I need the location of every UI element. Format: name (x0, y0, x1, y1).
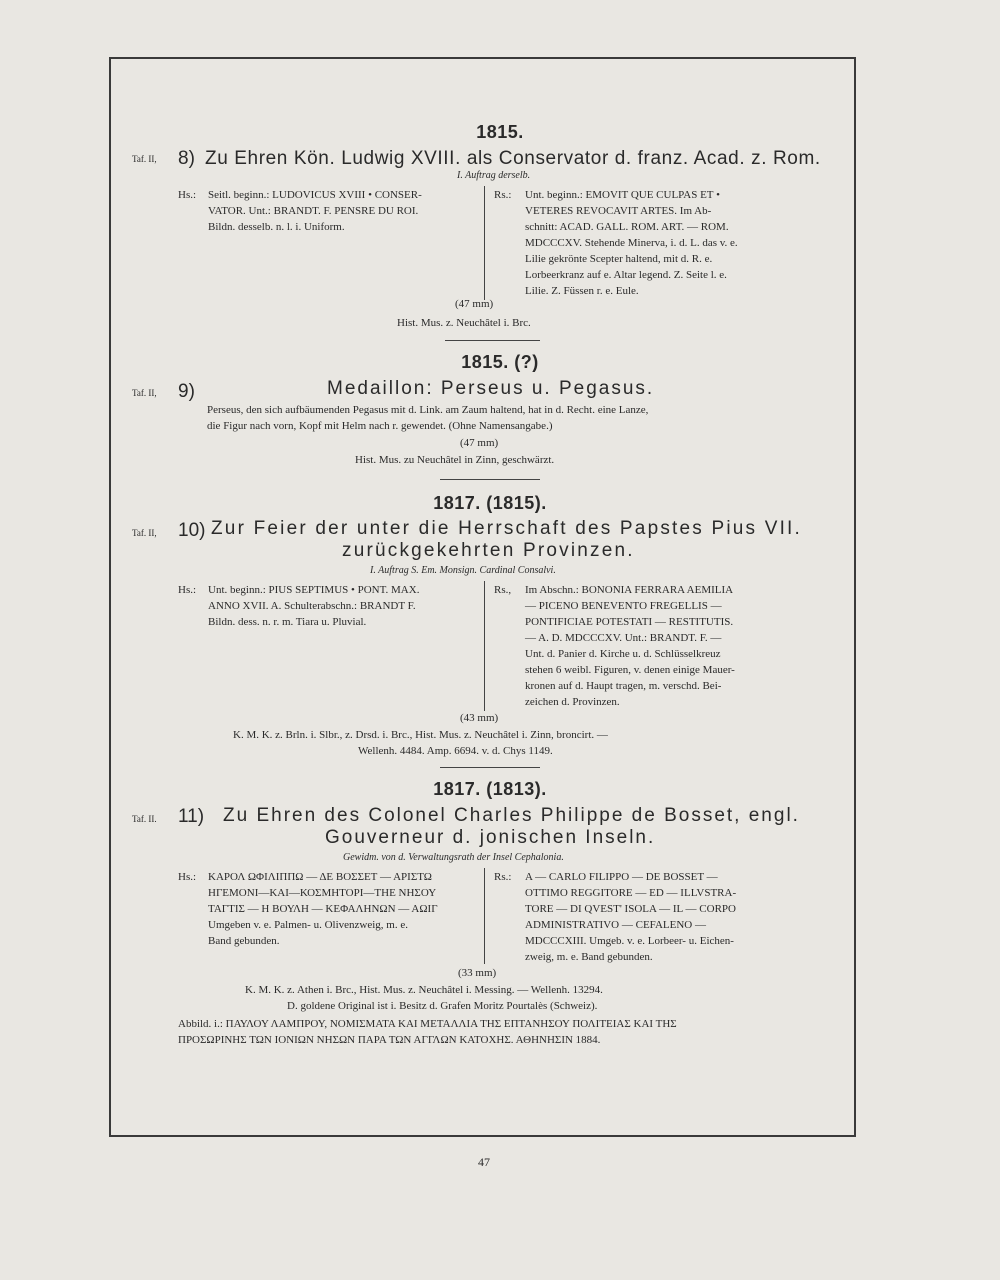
entry-11-title-line: Zu Ehren des Colonel Charles Philippe de Bosset, engl. (223, 805, 800, 826)
entry-8-taf: Taf. II, (132, 154, 157, 164)
entry-11-abbild-line: ΠΡΟΣΩΡΙΝΗΣ ΤΩΝ ΙΟΝΙΩΝ ΝΗΣΩΝ ΠΑΡΑ ΤΩΝ ΑΓΓΛΩΝ ΚΑΤΟΧΗΣ. ΑΘΗΝΗΣΙΝ 1884. (178, 1034, 601, 1046)
entry-10-year: 1817. (1815). (433, 493, 547, 513)
entry-11-rs-line: MDCCCXIII. Umgeb. v. e. Lorbeer- u. Eichen- (525, 935, 734, 947)
entry-8-rs-line: VETERES REVOCAVIT ARTES. Im Ab- (525, 205, 712, 217)
entry-10-hs-line: Unt. beginn.: PIUS SEPTIMUS • PONT. MAX. (208, 584, 420, 596)
entry-10-hs-label: Hs.: (178, 584, 197, 596)
entry-11-subtitle: Gewidm. von d. Verwaltungsrath der Insel Cephalonia. (343, 852, 564, 863)
entry-8-rs-line: schnitt: ACAD. GALL. ROM. ART. — ROM. (525, 221, 729, 233)
entry-10-hs-line: Bildn. dess. n. r. m. Tiara u. Pluvial. (208, 616, 367, 628)
entry-10-title-line: zurückgekehrten Provinzen. (342, 540, 635, 561)
entry-8-rs-line: MDCCCXV. Stehende Minerva, i. d. L. das v. e. (525, 237, 738, 249)
entry-11-year: 1817. (1813). (433, 779, 547, 799)
entry-8-rs-line: Lorbeerkranz auf e. Altar legend. Z. Seite l. e. (525, 269, 727, 281)
entry-11-size: (33 mm) (458, 967, 497, 979)
entry-10-rs-line: zeichen d. Provinzen. (525, 696, 620, 708)
entry-11-rs-line: TORE — DI QVEST' ISOLA — IL — CORPO (525, 903, 736, 915)
entry-9-size: (47 mm) (460, 437, 499, 449)
separator-rule (440, 767, 540, 768)
entry-9-desc-line: Perseus, den sich aufbäumenden Pegasus mit d. Link. am Zaum haltend, hat in d. Recht. eine Lanze, (207, 404, 649, 416)
entry-11-hs-line: ΗΓΕΜΟΝΙ—ΚΑΙ—ΚΟΣΜΗΤΟΡΙ—ΤΗΕ ΝΗΣΟΥ (208, 887, 437, 899)
entry-11-abbild-line: Abbild. i.: ΠΑΥΛΟΥ ΛΑΜΠΡΟΥ, ΝΟΜΙΣΜΑΤΑ ΚΑΙ ΜΕΤΑΛΛΙΑ ΤΗΣ ΕΠΤΑΝΗΣΟΥ ΠΟΛΙΤΕΙΑΣ ΚΑΙ ΤΗΣ (178, 1018, 677, 1030)
entry-11-note: D. goldene Original ist i. Besitz d. Grafen Moritz Pourtalès (Schweiz). (287, 1000, 598, 1012)
entry-8-hs-line: Bildn. desselb. n. l. i. Uniform. (208, 221, 345, 233)
entry-10-note: K. M. K. z. Brln. i. Slbr., z. Drsd. i. Brc., Hist. Mus. z. Neuchâtel i. Zinn, broncirt. — (233, 729, 608, 741)
entry-9-year: 1815. (?) (461, 352, 539, 372)
entry-10-rs-line: kronen auf d. Haupt tragen, m. verschd. Bei- (525, 680, 722, 692)
entry-8-hs-label: Hs.: (178, 189, 197, 201)
entry-8-subtitle: I. Auftrag derselb. (457, 170, 531, 181)
entry-10-size: (43 mm) (460, 712, 499, 724)
page-number: 47 (478, 1155, 490, 1169)
entry-11-rs-label: Rs.: (494, 871, 512, 883)
entry-11-number: 11) (178, 806, 205, 827)
entry-8-rs-line: Unt. beginn.: EMOVIT QUE CULPAS ET • (525, 189, 720, 201)
entry-10-hs-line: ANNO XVII. A. Schulterabschn.: BRANDT F. (208, 600, 416, 612)
entry-11-taf: Taf. II. (132, 814, 157, 824)
entry-8-column-divider (484, 186, 485, 300)
entry-9-title: Medaillon: Perseus u. Pegasus. (327, 378, 655, 399)
entry-11-hs-line: ΤΑΓΤΙΣ — Η ΒΟΥΛΗ — ΚΕΦΑΛΗΝΩΝ — ΑΩΙΓ (208, 903, 438, 915)
entry-8-size: (47 mm) (455, 298, 494, 310)
entry-10-title-line: Zur Feier der unter die Herrschaft des Papstes Pius VII. (211, 518, 803, 539)
entry-9-desc-line: die Figur nach vorn, Kopf mit Helm nach r. gewendet. (Ohne Namensangabe.) (207, 420, 553, 432)
entry-11-rs-line: zweig, m. e. Band gebunden. (525, 951, 653, 963)
entry-8-year: 1815. (476, 122, 524, 142)
entry-11-title-line: Gouverneur d. jonischen Inseln. (325, 827, 656, 848)
separator-rule (445, 340, 540, 341)
entry-11-note: K. M. K. z. Athen i. Brc., Hist. Mus. z. Neuchâtel i. Messing. — Wellenh. 13294. (245, 984, 603, 996)
entry-11-hs-line: ΚΑΡΟΛ ΩΦΙΛΙΠΠΩ — ΔΕ ΒΟΣΣΕΤ — ΑΡΙΣΤΩ (208, 871, 432, 883)
entry-10-note: Wellenh. 4484. Amp. 6694. v. d. Chys 1149. (358, 745, 553, 757)
entry-8-hs-line: Seitl. beginn.: LUDOVICUS XVIII • CONSER- (208, 189, 422, 201)
entry-10-rs-line: — A. D. MDCCCXV. Unt.: BRANDT. F. — (525, 632, 722, 644)
entry-10-taf: Taf. II, (132, 528, 157, 538)
entry-11-hs-label: Hs.: (178, 871, 197, 883)
entry-10-rs-line: PONTIFICIAE POTESTATI — RESTITUTIS. (525, 616, 734, 628)
entry-8-rs-line: Lilie gekrönte Scepter haltend, mit d. R. e. (525, 253, 713, 265)
entry-10-rs-line: — PICENO BENEVENTO FREGELLIS — (525, 600, 722, 612)
entry-11-rs-line: ADMINISTRATIVO — CEFALENO — (525, 919, 706, 931)
entry-11-hs-line: Band gebunden. (208, 935, 280, 947)
entry-11-column-divider (484, 868, 485, 964)
entry-8-title: Zu Ehren Kön. Ludwig XVIII. als Conservator d. franz. Acad. z. Rom. (205, 148, 821, 169)
entry-10-rs-line: stehen 6 weibl. Figuren, v. denen einige Mauer- (525, 664, 735, 676)
entry-8-rs-line: Lilie. Z. Füssen r. e. Eule. (525, 285, 639, 297)
entry-10-number: 10) (178, 520, 206, 541)
entry-8-number: 8) (178, 148, 195, 169)
separator-rule (440, 479, 540, 480)
entry-11-hs-line: Umgeben v. e. Palmen- u. Olivenzweig, m. e. (208, 919, 408, 931)
entry-8-hs-line: VATOR. Unt.: BRANDT. F. PENSRE DU ROI. (208, 205, 419, 217)
entry-8-rs-label: Rs.: (494, 189, 512, 201)
entry-11-rs-line: OTTIMO REGGITORE — ED — ILLVSTRA- (525, 887, 737, 899)
entry-9-note: Hist. Mus. zu Neuchâtel in Zinn, geschwärzt. (355, 454, 555, 466)
entry-9-taf: Taf. II, (132, 388, 157, 398)
entry-10-rs-line: Unt. d. Panier d. Kirche u. d. Schlüsselkreuz (525, 648, 721, 660)
entry-10-rs-line: Im Abschn.: BONONIA FERRARA AEMILIA (525, 584, 734, 596)
entry-8-note: Hist. Mus. z. Neuchâtel i. Brc. (397, 317, 531, 329)
entry-11-rs-line: A — CARLO FILIPPO — DE BOSSET — (525, 871, 718, 883)
entry-10-column-divider (484, 581, 485, 711)
entry-10-subtitle: I. Auftrag S. Em. Monsign. Cardinal Consalvi. (370, 565, 556, 576)
entry-9-number: 9) (178, 381, 195, 402)
entry-10-rs-label: Rs., (494, 584, 512, 596)
